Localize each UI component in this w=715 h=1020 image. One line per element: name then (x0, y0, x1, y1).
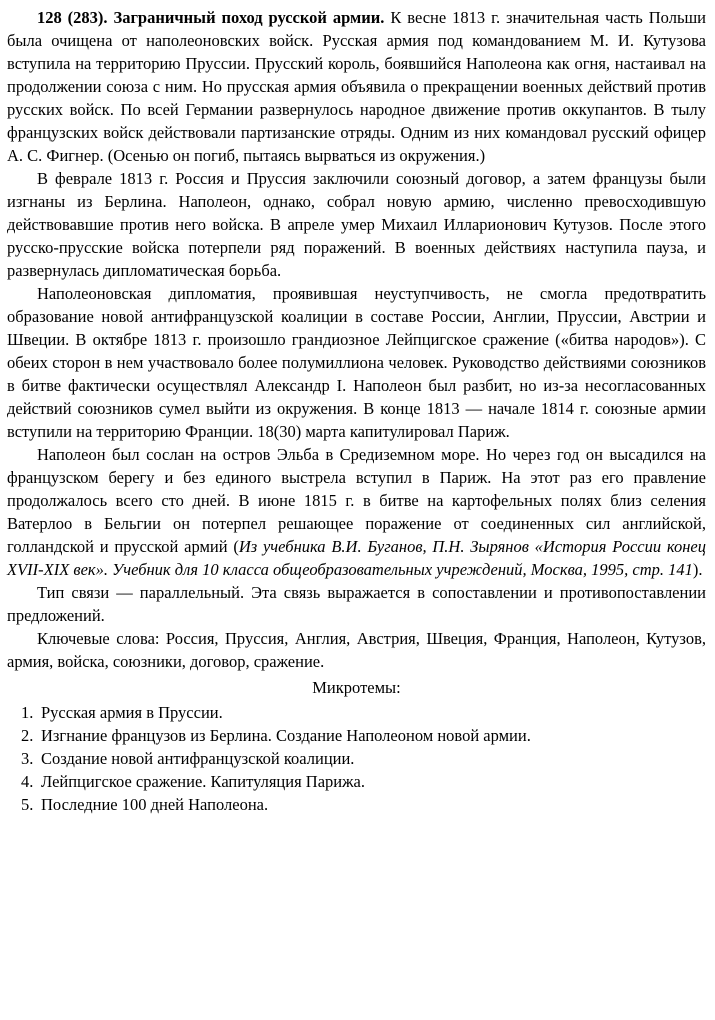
list-item-text: Создание новой антифранцузской коалиции. (41, 749, 355, 768)
paragraph-3: Наполеоновская дипломатия, проявившая неуступчивость, не смогла предотвратить образование новой антифранцузской коалиции в составе России, Англии, Пруссии, Австрии и Швеции. В октябре 1813 г. произошло грандиозное Лейпцигское сражение («битва народов»). С обеих сторон в нем участвовало более полумиллиона человек. Руководство действиями союзников в битве фактически осуществлял Александр I. Наполеон был разбит, но из-за несогласованных действий союзников сумел выйти из окружения. В конце 1813 — начале 1814 г. союзные армии вступили на территорию Франции. 18(30) марта капитулировал Париж. (7, 284, 706, 441)
paragraph-2: В феврале 1813 г. Россия и Пруссия заключили союзный договор, а затем французы были изгнаны из Берлина. Наполеон, однако, собрал новую армию, численно превосходившую действовавшие против него войска. В апреле умер Михаил Илларионович Кутузов. После этого русско-прусские войска потерпели ряд поражений. В военных действиях наступила пауза, и развернулась дипломатическая борьба. (7, 169, 706, 280)
paragraph-keywords: Ключевые слова: Россия, Пруссия, Англия, Австрия, Швеция, Франция, Наполеон, Кутузов, армия, войска, союзники, договор, сражение. (7, 629, 706, 671)
list-item-text: Русская армия в Пруссии. (41, 703, 223, 722)
list-item (21, 793, 706, 816)
paragraph-connection-type: Тип связи — параллельный. Эта связь выражается в сопоставлении и противопоставлении предложений. (7, 583, 706, 625)
source-citation: Из учебника В.И. Буганов, П.Н. Зырянов «История России конец XVII-XIX век». Учебник для 10 класса общеобразовательных учреждений, Москва, 1995, стр. 141 (7, 537, 706, 579)
list-item-text: Лейпцигское сражение. Капитуляция Парижа. (41, 772, 365, 791)
list-item (21, 747, 706, 770)
list-item (21, 724, 706, 747)
list-item (21, 770, 706, 793)
paragraph-1 (7, 6, 706, 167)
list-item-number: 1. (21, 703, 34, 722)
paragraph-4-text: Наполеон был сослан на остров Эльба в Средиземном море. Но через год он высадился на французском берегу и без единого выстрела вступил в Париж. На этот раз его правление продолжалось всего сто дней. В июне 1815 г. в битве на картофельных полях близ селения Ватерлоо в Бельгии он потерпел решающее поражение от соединенных сил английской, голландской и прусской армий ( (7, 445, 706, 556)
list-item-number: 3. (21, 749, 34, 768)
microthemes-list (7, 701, 706, 816)
list-item-text: Последние 100 дней Наполеона. (41, 795, 269, 814)
list-item-number: 2. (21, 726, 34, 745)
paragraph-1-text: К весне 1813 г. значительная часть Польши была очищена от наполеоновских войск. Русская армия под командованием М. И. Кутузова вступила на территорию Пруссии. Прусский король, боявшийся Наполеона как огня, настаивал на продолжении союза с ним. Но прусская армия объявила о прекращении военных действий против русских войск. По всей Германии развернулось народное движение против оккупантов. В тылу французских войск действовали партизанские отряды. Одним из них командовал русский офицер А. С. Фигнер. (Осенью он погиб, пытаясь вырваться из окружения.) (7, 8, 706, 165)
paragraph-4-close: ). (692, 560, 703, 579)
list-item-number: 4. (21, 772, 34, 791)
microthemes-heading: Микротемы: (312, 678, 401, 697)
list-item-number: 5. (21, 795, 34, 814)
list-item (21, 701, 706, 724)
exercise-title: 128 (283). Заграничный поход русской армии. (37, 8, 385, 27)
list-item-text: Изгнание французов из Берлина. Создание Наполеоном новой армии. (41, 726, 531, 745)
paragraph-4 (7, 443, 706, 581)
